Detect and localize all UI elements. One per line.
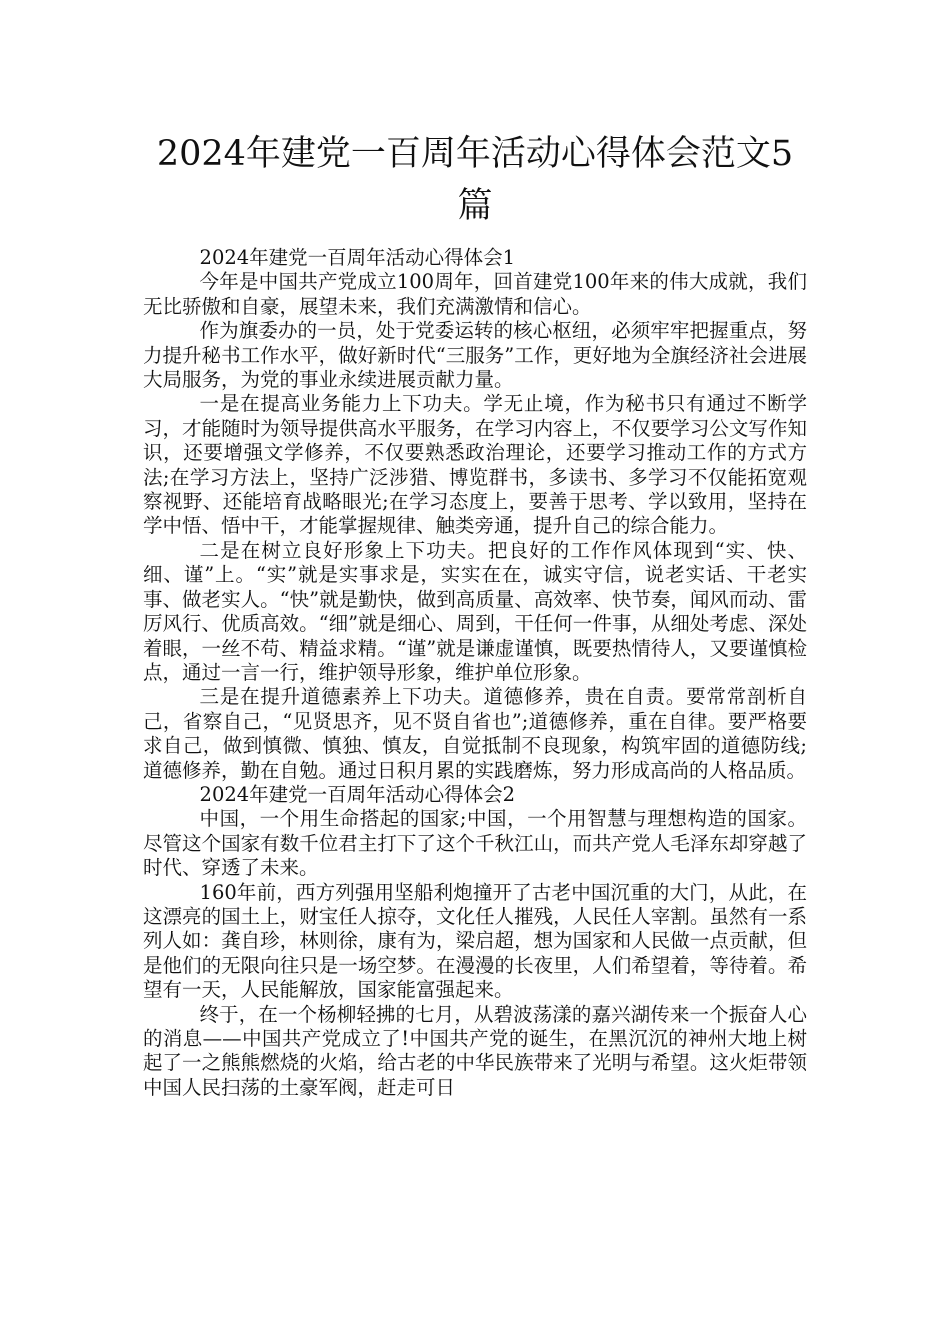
paragraph: 一是在提高业务能力上下功夫。学无止境，作为秘书只有通过不断学习，才能随时为领导提供高水平服务，在学习内容上，不仅要学习公文写作知识，还要增强文学修养，不仅要熟悉政治理论，还要学习推动工作的方式方法;在学习方法上，坚持广泛涉猎、博览群书，多读书、多学习不仅能拓宽观察视野、还能培育战略眼光;在学习态度上，要善于思考、学以致用，坚持在学中悟、悟中干，才能掌握规律、触类旁通，提升自己的综合能力。 — [143, 392, 807, 538]
section-heading-1: 2024年建党一百周年活动心得体会1 — [199, 246, 516, 269]
document-body — [143, 246, 807, 1100]
document-title: 2024年建党一百周年活动心得体会范文5篇 — [156, 134, 794, 226]
paragraph: 作为旗委办的一员，处于党委运转的核心枢纽，必须牢牢把握重点，努力提升秘书工作水平，做好新时代“三服务”工作，更好地为全旗经济社会进展大局服务，为党的事业永续进展贡献力量。 — [143, 319, 807, 392]
paragraph: 三是在提升道德素养上下功夫。道德修养，贵在自责。要常常剖析自己，省察自己，“见贤思齐，见不贤自省也”;道德修养，重在自律。要严格要求自己，做到慎微、慎独、慎友，自觉抵制不良现象，构筑牢固的道德防线;道德修养，勤在自勉。通过日积月累的实践磨炼，努力形成高尚的人格品质。 — [143, 685, 807, 782]
paragraph: 终于，在一个杨柳轻拂的七月，从碧波荡漾的嘉兴湖传来一个振奋人心的消息——中国共产党成立了!中国共产党的诞生，在黑沉沉的神州大地上树起了一之熊熊燃烧的火焰，给古老的中华民族带来了光明与希望。这火炬带领中国人民扫荡的土豪军阀，赶走可日 — [143, 1002, 807, 1099]
paragraph: 160年前，西方列强用坚船利炮撞开了古老中国沉重的大门，从此，在这漂亮的国土上，财宝任人掠夺，文化任人摧残，人民任人宰割。虽然有一系列人如：龚自珍，林则徐，康有为，梁启超，想为国家和人民做一点贡献，但是他们的无限向往只是一场空梦。在漫漫的长夜里，人们希望着，等待着。希望有一天，人民能解放，国家能富强起来。 — [143, 880, 807, 1002]
paragraph: 二是在树立良好形象上下功夫。把良好的工作作风体现到“实、快、细、谨”上。“实”就是实事求是，实实在在，诚实守信，说老实话、干老实事、做老实人。“快”就是勤快，做到高质量、高效率、快节奏，闻风而动、雷厉风行、优质高效。“细”就是细心、周到，干任何一件事，从细处考虑、深处着眼，一丝不苟、精益求精。“谨”就是谦虚谨慎，既要热情待人，又要谨慎检点，通过一言一行，维护领导形象，维护单位形象。 — [143, 538, 807, 684]
section-heading-2: 2024年建党一百周年活动心得体会2 — [199, 782, 516, 806]
paragraph: 中国，一个用生命搭起的国家;中国，一个用智慧与理想构造的国家。尽管这个国家有数千位君主打下了这个千秋江山，而共产党人毛泽东却穿越了时代、穿透了未来。 — [143, 807, 807, 880]
paragraph: 今年是中国共产党成立100周年，回首建党100年来的伟大成就，我们无比骄傲和自豪，展望未来，我们充满激情和信心。 — [143, 270, 807, 318]
